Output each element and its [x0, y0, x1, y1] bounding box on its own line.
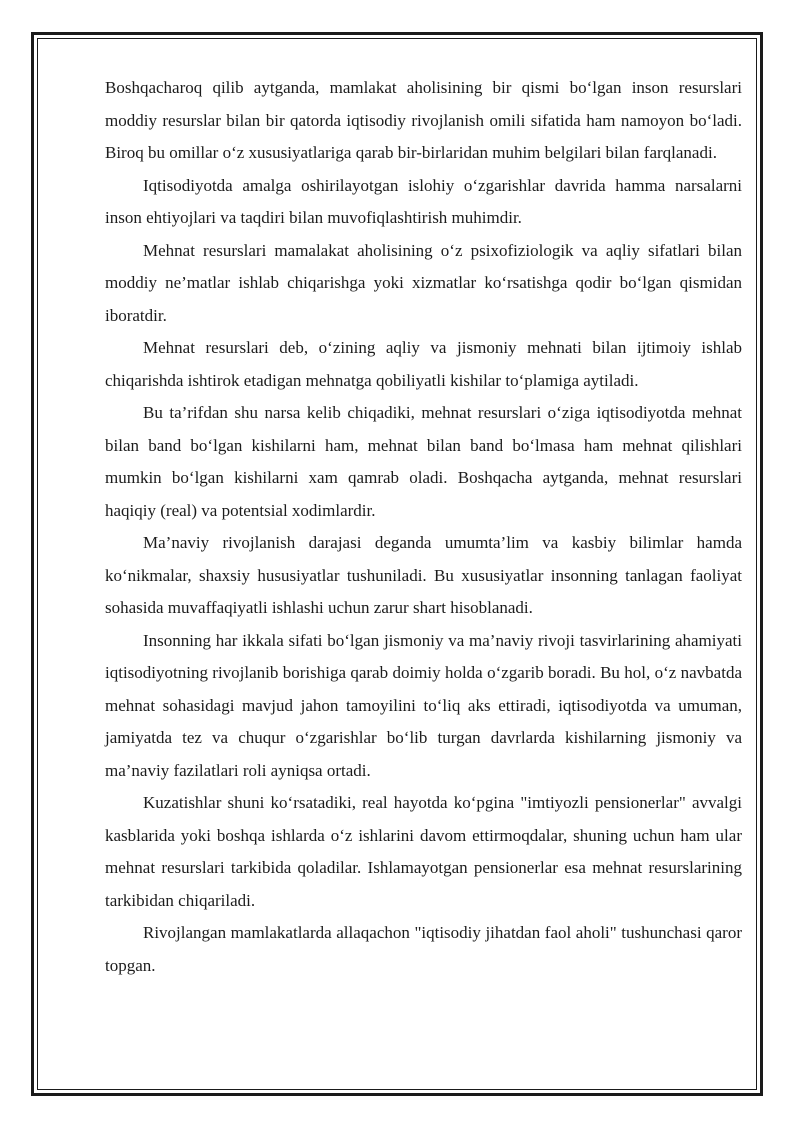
paragraph: Rivojlangan mamlakatlarda allaqachon "iqtisodiy jihatdan faol aholi" tushunchasi qaror topgan. — [105, 923, 742, 975]
paragraph: Boshqacharoq qilib aytganda, mamlakat aholisining bir qismi bo‘lgan inson resurslari moddiy resurslar bilan bir qatorda iqtisodiy rivojlanish omili sifatida ham namoyon bo‘ladi. Biroq bu omillar o‘z xususiyatlariga qarab bir-birlaridan muhim belgilari bilan farqlanadi. — [105, 78, 742, 162]
paragraph: Bu ta’rifdan shu narsa kelib chiqadiki, mehnat resurslari o‘ziga iqtisodiyotda mehnat bilan band bo‘lgan kishilarni ham, mehnat bilan band bo‘lmasa ham mehnat qilishlari mumkin bo‘lgan kishilarni xam qamrab oladi. Boshqacha aytganda, mehnat resurslari haqiqiy (real) va potentsial xodimlardir. — [105, 403, 742, 520]
paragraph: Mehnat resurslari deb, o‘zining aqliy va jismoniy mehnati bilan ijtimoiy ishlab chiqarishda ishtirok etadigan mehnatga qobiliyatli kishilar to‘plamiga aytiladi. — [105, 338, 742, 390]
paragraph: Iqtisodiyotda amalga oshirilayotgan islohiy o‘zgarishlar davrida hamma narsalarni inson ehtiyojlari va taqdiri bilan muvofiqlashtirish muhimdir. — [105, 175, 742, 227]
paragraph: Insonning har ikkala sifati bo‘lgan jismoniy va ma’naviy rivoji tasvirlarining ahamiyati iqtisodiyotning rivojlanib borishiga qarab doimiy holda o‘zgarib boradi. Bu hol, o‘z navbatda mehnat sohasidagi mavjud jahon tamoyilini to‘liq aks ettiradi, iqtisodiyotda va umuman, jamiyatda tez va chuqur o‘zgarishlar bo‘lib turgan davrlarda kishilarning jismoniy va ma’naviy fazilatlari roli ayniqsa ortadi. — [105, 630, 742, 780]
paragraph: Ma’naviy rivojlanish darajasi deganda umumta’lim va kasbiy bilimlar hamda ko‘nikmalar, shaxsiy hususiyatlar tushuniladi. Bu xususiyatlar insonning tanlagan faoliyat sohasida muvaffaqiyatli ishlashi uchun zarur shart hisoblanadi. — [105, 533, 742, 617]
paragraph: Mehnat resurslari mamalakat aholisining o‘z psixofiziologik va aqliy sifatlari bilan moddiy ne’matlar ishlab chiqarishga yoki xizmatlar ko‘rsatishga qodir bo‘lgan qismidan iboratdir. — [105, 240, 742, 325]
document-body — [105, 72, 742, 982]
paragraph: Kuzatishlar shuni ko‘rsatadiki, real hayotda ko‘pgina "imtiyozli pensionerlar" avvalgi kasblarida yoki boshqa ishlarda o‘z ishlarini davom ettirmoqdalar, shuning uchun ham ular mehnat resurslari tarkibida qoladilar. Ishlamayotgan pensionerlar esa mehnat resurslarining tarkibidan chiqariladi. — [105, 793, 742, 910]
